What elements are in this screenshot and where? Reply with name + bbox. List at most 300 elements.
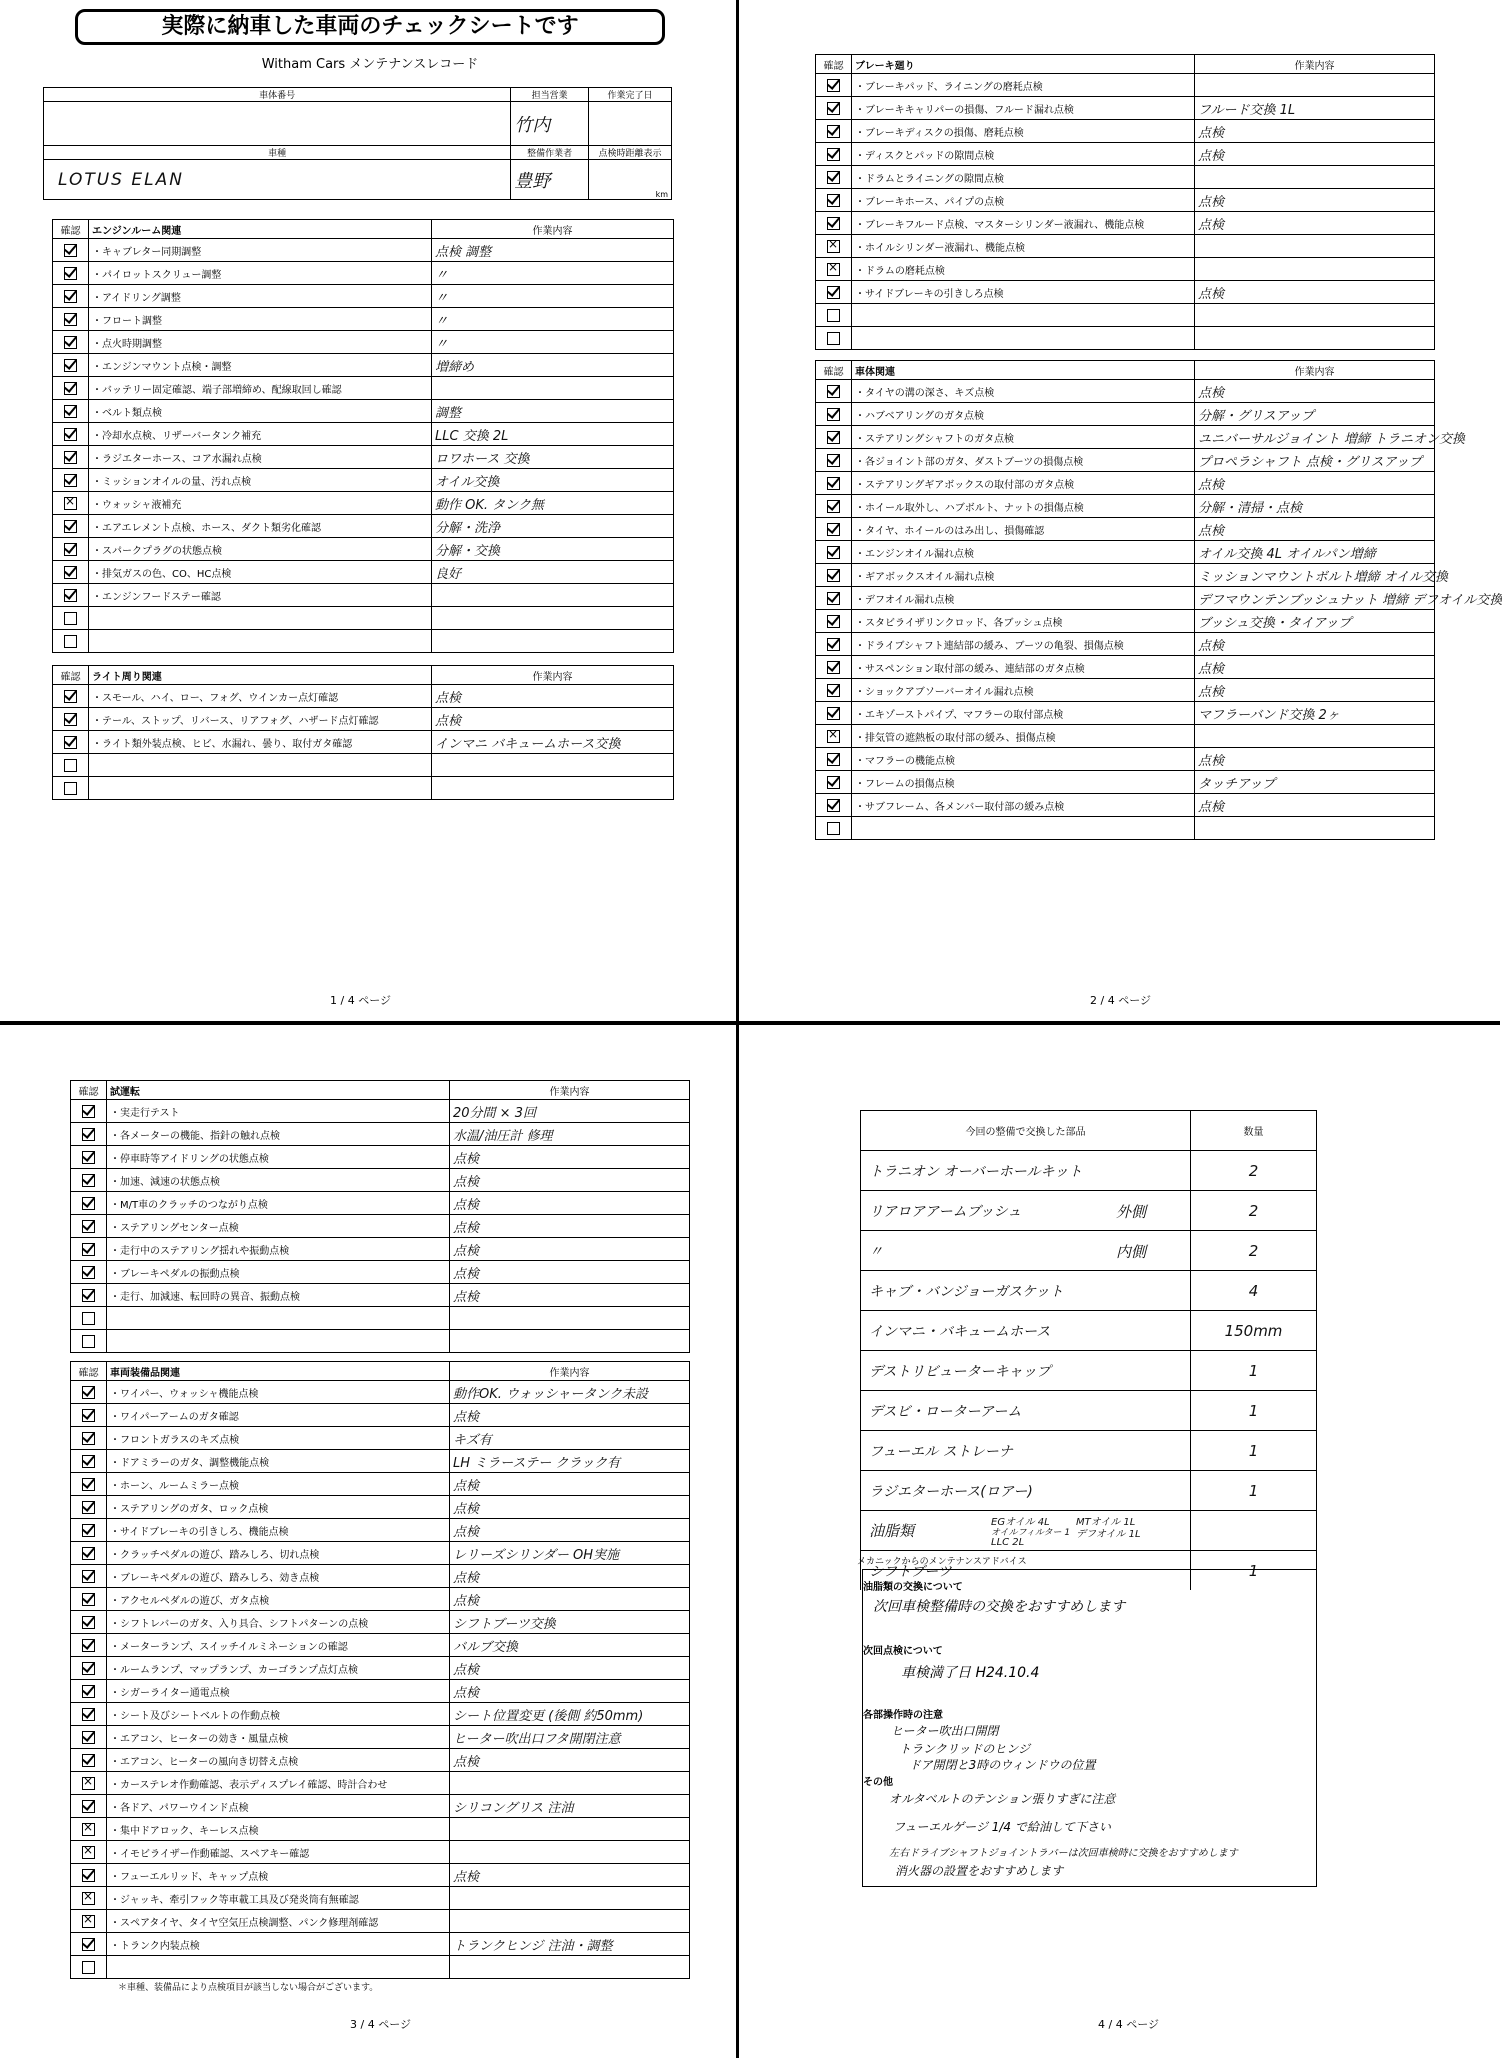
work-note: 点検 [1195, 679, 1435, 702]
work-note: 分解・交換 [432, 538, 674, 561]
checkbox[interactable] [827, 385, 840, 398]
checkbox[interactable] [64, 543, 77, 556]
work-note: シフトブーツ交換 [450, 1611, 690, 1634]
checklist-row [53, 515, 674, 538]
checkbox[interactable] [827, 638, 840, 651]
check-item-label: ・停車時等アイドリングの状態点検 [107, 1146, 450, 1169]
part-qty: 150mm [1191, 1311, 1317, 1351]
checkbox[interactable] [82, 1800, 95, 1813]
checkbox[interactable] [827, 286, 840, 299]
parts-row [861, 1471, 1317, 1511]
checkbox[interactable] [82, 1892, 95, 1905]
checkbox[interactable] [82, 1593, 95, 1606]
check-item-label: ・ブレーキパッド、ライニングの磨耗点検 [852, 74, 1195, 97]
checkbox[interactable] [64, 736, 77, 749]
confirm-header: 確認 [71, 1081, 107, 1100]
checklist-row [53, 492, 674, 515]
advice-box [857, 1557, 1317, 1887]
checkbox[interactable] [82, 1128, 95, 1141]
checklist-row [816, 748, 1435, 771]
part-qty: 1 [1191, 1471, 1317, 1511]
checkbox[interactable] [64, 520, 77, 533]
checklist-row [53, 630, 674, 653]
checkbox[interactable] [82, 1174, 95, 1187]
checkbox[interactable] [827, 799, 840, 812]
work-note: タッチアップ [1195, 771, 1435, 794]
checkbox[interactable] [64, 451, 77, 464]
title-banner: 実際に納車した車両のチェックシートです [75, 9, 665, 45]
checkbox[interactable] [64, 612, 77, 625]
checkbox[interactable] [64, 474, 77, 487]
part-qty: 1 [1191, 1391, 1317, 1431]
checklist-row [53, 285, 674, 308]
work-note [432, 630, 674, 653]
checkbox[interactable] [82, 1266, 95, 1279]
page-number-3: 3 / 4 ページ [350, 2018, 411, 2031]
check-item-label: ・ギアボックスオイル漏れ点検 [852, 564, 1195, 587]
check-item-label: ・エンジンマウント点検・調整 [89, 354, 432, 377]
qty-header: 数量 [1191, 1111, 1317, 1151]
checklist-row [53, 469, 674, 492]
oil-entry: EGオイル 4L [991, 1517, 1050, 1528]
checklist-row [71, 1473, 690, 1496]
check-item-label: ・エアコン、ヒーターの風向き切替え点検 [107, 1749, 450, 1772]
checkbox[interactable] [827, 569, 840, 582]
checklist-row [71, 1910, 690, 1933]
checkbox[interactable] [827, 546, 840, 559]
check-item-label: ・点火時期調整 [89, 331, 432, 354]
check-item-label: ・スパークプラグの状態点検 [89, 538, 432, 561]
work-note [450, 1818, 690, 1841]
work-header: 作業内容 [450, 1362, 690, 1381]
work-note: 点検 [1195, 189, 1435, 212]
check-item-label [89, 607, 432, 630]
work-note: 点検 [432, 708, 674, 731]
checklist-row [53, 377, 674, 400]
checklist-row [71, 1123, 690, 1146]
checkbox[interactable] [64, 244, 77, 257]
parts-row [861, 1511, 1317, 1551]
confirm-header: 確認 [53, 666, 89, 685]
checkbox[interactable] [82, 1220, 95, 1233]
section-title: 車両装備品関連 [107, 1362, 450, 1381]
checklist-row [816, 541, 1435, 564]
caution-line: ヒーター吹出口開閉 [891, 1724, 999, 1738]
checklist-row [816, 120, 1435, 143]
work-note: 点検 [1195, 633, 1435, 656]
checkbox[interactable] [827, 171, 840, 184]
checkbox[interactable] [82, 1524, 95, 1537]
check-item-label: ・ブレーキペダルの振動点検 [107, 1261, 450, 1284]
checkbox[interactable] [82, 1409, 95, 1422]
checkbox[interactable] [64, 290, 77, 303]
checkbox[interactable] [82, 1289, 95, 1302]
date-label: 作業完了日 [589, 88, 672, 102]
checklist-row [71, 1818, 690, 1841]
work-note: LH ミラーステー クラック有 [450, 1450, 690, 1473]
part-name: トラニオン オーバーホールキット [869, 1163, 1083, 1180]
other-line: 左右ドライブシャフトジョイントラバーは次回車検時に交換をおすすめします [889, 1848, 1238, 1859]
checkbox[interactable] [64, 713, 77, 726]
check-item-label: ・各ジョイント部のガタ、ダストブーツの損傷点検 [852, 449, 1195, 472]
check-item-label: ・ドラムとライニングの隙間点検 [852, 166, 1195, 189]
checkbox[interactable] [64, 589, 77, 602]
checkbox[interactable] [827, 408, 840, 421]
checkbox[interactable] [827, 217, 840, 230]
work-note: プロペラシャフト 点検・グリスアップ [1195, 449, 1435, 472]
checkbox[interactable] [64, 782, 77, 795]
parts-row [861, 1231, 1317, 1271]
checkbox[interactable] [64, 635, 77, 648]
checkbox[interactable] [64, 566, 77, 579]
checkbox[interactable] [827, 477, 840, 490]
work-note: 点検 [1195, 748, 1435, 771]
check-item-label: ・ステアリングセンター点検 [107, 1215, 450, 1238]
check-item-label: ・ブレーキペダルの遊び、踏みしろ、効き点検 [107, 1565, 450, 1588]
checklist-row [816, 189, 1435, 212]
checklist-row [53, 584, 674, 607]
confirm-header: 確認 [816, 55, 852, 74]
checkbox[interactable] [82, 1731, 95, 1744]
check-item-label: ・シフトレバーのガタ、入り具合、シフトパターンの点検 [107, 1611, 450, 1634]
checkbox[interactable] [827, 240, 840, 253]
check-item-label: ・ミッションオイルの量、汚れ点検 [89, 469, 432, 492]
checklist-row [816, 143, 1435, 166]
checklist-row [71, 1542, 690, 1565]
check-item-label: ・ルームランプ、マップランプ、カーゴランプ点灯点検 [107, 1657, 450, 1680]
checkbox[interactable] [82, 1455, 95, 1468]
checkbox[interactable] [82, 1312, 95, 1325]
checklist-row [53, 538, 674, 561]
check-item-label [107, 1330, 450, 1353]
work-note: 点検 [450, 1169, 690, 1192]
check-item-label: ・エンジンフードステー確認 [89, 584, 432, 607]
check-item-label: ・加速、減速の状態点検 [107, 1169, 450, 1192]
work-note [450, 1330, 690, 1353]
checklist-row [71, 1588, 690, 1611]
checkbox[interactable] [827, 194, 840, 207]
checkbox[interactable] [827, 79, 840, 92]
staff-value: 竹内 [511, 102, 589, 146]
checkbox[interactable] [827, 332, 840, 345]
part-name: シフトブーツ [869, 1563, 952, 1580]
check-item-label: ・スタビライザリンクロッド、各ブッシュ点検 [852, 610, 1195, 633]
checkbox[interactable] [827, 263, 840, 276]
work-note: 点検 [450, 1192, 690, 1215]
work-note: 増締め [432, 354, 674, 377]
checklist-row [816, 212, 1435, 235]
other-label: その他 [863, 1777, 893, 1788]
checkbox[interactable] [827, 309, 840, 322]
checkbox[interactable] [82, 1869, 95, 1882]
parts-row [861, 1311, 1317, 1351]
work-note: シリコングリス 注油 [450, 1795, 690, 1818]
oil-entry: MTオイル 1L [1076, 1517, 1136, 1528]
horizontal-divider [0, 1021, 1500, 1025]
part-name: ラジエターホース(ロアー) [869, 1483, 1033, 1500]
work-note: レリーズシリンダー OH実施 [450, 1542, 690, 1565]
work-header: 作業内容 [432, 220, 674, 239]
part-name: 油脂類 [869, 1522, 915, 1540]
work-note [450, 1841, 690, 1864]
checkbox[interactable] [82, 1685, 95, 1698]
checkbox[interactable] [82, 1616, 95, 1629]
checklist-row [816, 472, 1435, 495]
work-note [450, 1307, 690, 1330]
checkbox[interactable] [82, 1478, 95, 1491]
work-note: 点検 [1195, 472, 1435, 495]
check-item-label: ・ベルト類点検 [89, 400, 432, 423]
parts-row [861, 1351, 1317, 1391]
check-item-label: ・キャブレター同期調整 [89, 239, 432, 262]
work-header: 作業内容 [450, 1081, 690, 1100]
check-item-label: ・サイドブレーキの引きしろ、機能点検 [107, 1519, 450, 1542]
part-qty: 1 [1191, 1431, 1317, 1471]
checkbox[interactable] [827, 730, 840, 743]
odo-label: 点検時距離表示 [589, 146, 672, 160]
check-item-label: ・各メーターの機能、指針の触れ点検 [107, 1123, 450, 1146]
checkbox[interactable] [82, 1105, 95, 1118]
brakes-checklist [815, 54, 1435, 350]
checkbox[interactable] [64, 428, 77, 441]
checklist-row [816, 74, 1435, 97]
checklist-row [53, 308, 674, 331]
checkbox[interactable] [827, 776, 840, 789]
checklist-row [816, 633, 1435, 656]
checklist-row [53, 423, 674, 446]
other-line: 消火器の設置をおすすめします [895, 1864, 1064, 1878]
checkbox[interactable] [827, 822, 840, 835]
parts-row [861, 1151, 1317, 1191]
checkbox[interactable] [827, 125, 840, 138]
checkbox[interactable] [82, 1335, 95, 1348]
checklist-row [816, 403, 1435, 426]
checklist-row [71, 1427, 690, 1450]
check-item-label: ・ブレーキフルード点検、マスターシリンダー液漏れ、機能点検 [852, 212, 1195, 235]
checkbox[interactable] [82, 1639, 95, 1652]
staff-label: 担当営業 [511, 88, 589, 102]
checklist-row [816, 794, 1435, 817]
checkbox[interactable] [64, 313, 77, 326]
checklist-row [71, 1215, 690, 1238]
checkbox[interactable] [64, 759, 77, 772]
check-item-label: ・シート及びシートベルトの作動点検 [107, 1703, 450, 1726]
work-note: 20分間 × 3回 [450, 1100, 690, 1123]
part-name: リアロアアームブッシュ [869, 1203, 1022, 1220]
checkbox[interactable] [827, 431, 840, 444]
checkbox[interactable] [64, 382, 77, 395]
check-item-label: ・ホーン、ルームミラー点検 [107, 1473, 450, 1496]
checkbox[interactable] [827, 684, 840, 697]
page-number-4: 4 / 4 ページ [1098, 2018, 1159, 2031]
check-item-label: ・メーターランプ、スイッチイルミネーションの確認 [107, 1634, 450, 1657]
work-note [1195, 235, 1435, 258]
parts-row [861, 1431, 1317, 1471]
work-note: 〃 [432, 285, 674, 308]
checklist-row [53, 685, 674, 708]
checkbox[interactable] [64, 690, 77, 703]
check-item-label: ・各ドア、パワーウインド点検 [107, 1795, 450, 1818]
checklist-row [71, 1841, 690, 1864]
checkbox[interactable] [64, 267, 77, 280]
checkbox[interactable] [827, 454, 840, 467]
checklist-row [816, 380, 1435, 403]
checkbox[interactable] [64, 336, 77, 349]
checkbox[interactable] [82, 1708, 95, 1721]
section-title: 車体関連 [852, 361, 1195, 380]
check-item-label: ・M/T車のクラッチのつながり点検 [107, 1192, 450, 1215]
work-note: 〃 [432, 331, 674, 354]
checkbox[interactable] [82, 1501, 95, 1514]
checklist-row [71, 1330, 690, 1353]
checklist-row [816, 610, 1435, 633]
section-title: エンジンルーム関連 [89, 220, 432, 239]
checklist-row [53, 607, 674, 630]
check-item-label: ・ワイパーアームのガタ確認 [107, 1404, 450, 1427]
checklist-row [53, 354, 674, 377]
checkbox[interactable] [82, 1662, 95, 1675]
part-qty: 1 [1191, 1551, 1317, 1591]
part-side: 外側 [1116, 1203, 1147, 1221]
checklist-row [53, 331, 674, 354]
check-item-label: ・ドライブシャフト連結部の緩み、ブーツの亀裂、損傷点検 [852, 633, 1195, 656]
work-note: 点検 [450, 1261, 690, 1284]
next-inspection-label: 次回点検について [863, 1646, 943, 1657]
testdrive-checklist [70, 1080, 690, 1353]
checkbox[interactable] [827, 753, 840, 766]
caution-label: 各部操作時の注意 [863, 1710, 943, 1721]
check-item-label: ・タイヤ、ホイールのはみ出し、損傷確認 [852, 518, 1195, 541]
checklist-row [816, 495, 1435, 518]
checklist-row [71, 1519, 690, 1542]
part-qty: 2 [1191, 1191, 1317, 1231]
part-name: キャブ・バンジョーガスケット [869, 1283, 1064, 1300]
checkbox[interactable] [827, 148, 840, 161]
work-note [1195, 166, 1435, 189]
checkbox[interactable] [82, 1846, 95, 1859]
check-item-label: ・バッテリー固定確認、端子部増締め、配線取回し確認 [89, 377, 432, 400]
checkbox[interactable] [82, 1197, 95, 1210]
checklist-row [71, 1146, 690, 1169]
work-note: フルード交換 1L [1195, 97, 1435, 120]
check-item-label: ・ウォッシャ液補充 [89, 492, 432, 515]
checkbox[interactable] [827, 707, 840, 720]
part-qty: 4 [1191, 1271, 1317, 1311]
check-item-label: ・ブレーキホース、パイプの点検 [852, 189, 1195, 212]
work-note: 点検 [450, 1657, 690, 1680]
work-note [432, 754, 674, 777]
check-item-label: ・シガーライター通電点検 [107, 1680, 450, 1703]
checklist-row [71, 1261, 690, 1284]
page-number-1: 1 / 4 ページ [330, 994, 391, 1007]
checklist-row [816, 235, 1435, 258]
oil-advice-text: 次回車検整備時の交換をおすすめします [873, 1599, 1126, 1615]
checkbox[interactable] [82, 1547, 95, 1560]
oil-entry: LLC 2L [991, 1537, 1025, 1548]
checkbox[interactable] [82, 1777, 95, 1790]
checkbox[interactable] [827, 615, 840, 628]
work-note: 点検 [450, 1284, 690, 1307]
checkbox[interactable] [82, 1243, 95, 1256]
checkbox[interactable] [82, 1386, 95, 1399]
check-item-label: ・クラッチペダルの遊び、踏みしろ、切れ点検 [107, 1542, 450, 1565]
checkbox[interactable] [82, 1570, 95, 1583]
work-note: シート位置変更 (後側 約50mm) [450, 1703, 690, 1726]
checkbox[interactable] [82, 1915, 95, 1928]
work-note: 点検 [1195, 212, 1435, 235]
replaced-parts-table [860, 1110, 1317, 1590]
check-item-label: ・エキゾーストパイプ、マフラーの取付部点検 [852, 702, 1195, 725]
checkbox[interactable] [82, 1432, 95, 1445]
checklist-row [71, 1749, 690, 1772]
checkbox[interactable] [82, 1823, 95, 1836]
checklist-row [816, 327, 1435, 350]
check-item-label: ・マフラーの機能点検 [852, 748, 1195, 771]
work-header: 作業内容 [1195, 361, 1435, 380]
checklist-row [71, 1956, 690, 1979]
checklist-row [53, 777, 674, 800]
part-qty [1191, 1511, 1317, 1551]
checkbox[interactable] [827, 102, 840, 115]
check-item-label [89, 754, 432, 777]
work-header: 作業内容 [1195, 55, 1435, 74]
checklist-row [71, 1887, 690, 1910]
check-item-label: ・ドラムの磨耗点検 [852, 258, 1195, 281]
work-note: 点検 [450, 1404, 690, 1427]
checkbox[interactable] [64, 359, 77, 372]
lights-checklist [52, 665, 674, 800]
checklist-row [71, 1933, 690, 1956]
record-subtitle: Witham Cars メンテナンスレコード [261, 57, 479, 72]
section-title: 試運転 [107, 1081, 450, 1100]
check-item-label: ・ジャッキ、牽引フック等車載工具及び発炎筒有無確認 [107, 1887, 450, 1910]
work-note: 点検 [450, 1496, 690, 1519]
chassis-label: 車体番号 [44, 88, 511, 102]
part-name: デストリビューターキャップ [869, 1363, 1051, 1380]
checkbox[interactable] [827, 592, 840, 605]
checkbox[interactable] [64, 405, 77, 418]
checkbox[interactable] [827, 500, 840, 513]
checklist-row [71, 1307, 690, 1330]
check-item-label: ・ハブベアリングのガタ点検 [852, 403, 1195, 426]
work-note: 動作OK. ウォッシャータンク未設 [450, 1381, 690, 1404]
check-item-label: ・エアエレメント点検、ホース、ダクト類劣化確認 [89, 515, 432, 538]
checkbox[interactable] [82, 1938, 95, 1951]
work-note: トランクヒンジ 注油・調整 [450, 1933, 690, 1956]
check-item-label: ・ライト類外装点検、ヒビ、水漏れ、曇り、取付ガタ確認 [89, 731, 432, 754]
checkbox[interactable] [827, 661, 840, 674]
checkbox[interactable] [64, 497, 77, 510]
other-line: オルタベルトのテンション張りすぎに注意 [889, 1792, 1116, 1806]
parts-row [861, 1271, 1317, 1311]
work-note: 点検 [450, 1473, 690, 1496]
work-note: 点検 [450, 1519, 690, 1542]
work-note [432, 377, 674, 400]
check-item-label [107, 1956, 450, 1979]
work-note: バルブ交換 [450, 1634, 690, 1657]
advice-title: メカニックからのメンテナンスアドバイス [857, 1557, 1027, 1567]
work-note [1195, 74, 1435, 97]
work-note [1195, 725, 1435, 748]
check-item-label: ・ステアリングギアボックスの取付部のガタ点検 [852, 472, 1195, 495]
check-item-label: ・フロントガラスのキズ点検 [107, 1427, 450, 1450]
check-item-label: ・走行中のステアリング揺れや振動点検 [107, 1238, 450, 1261]
checkbox[interactable] [82, 1961, 95, 1974]
checkbox[interactable] [827, 523, 840, 536]
checkbox[interactable] [82, 1754, 95, 1767]
checkbox[interactable] [82, 1151, 95, 1164]
work-note: マフラーバンド交換 2ヶ [1195, 702, 1435, 725]
